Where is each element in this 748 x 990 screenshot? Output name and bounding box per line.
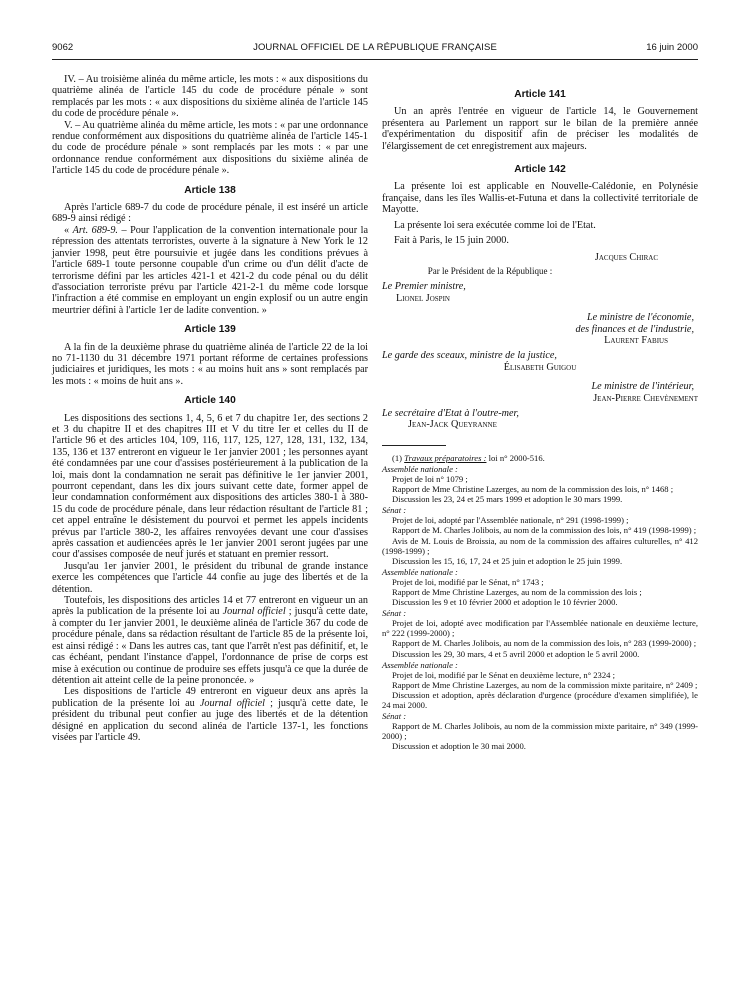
footnote-entry: Discussion les 29, 30 mars, 4 et 5 avril 2000 et adoption le 5 avril 2000. — [392, 648, 640, 659]
footnote-entry: Projet de loi n° 1079 ; — [392, 473, 468, 484]
overseas-secretary-name: Jean-Jack Queyranne — [408, 419, 497, 431]
page-header — [52, 42, 698, 56]
execution-clause: La présente loi sera exécutée comme loi de l'Etat. — [394, 219, 596, 231]
quote-open: « — [64, 224, 73, 236]
footnote-entry: Rapport de M. Charles Jolibois, au nom de la commission des lois, n° 419 (1998-1999) ; — [392, 525, 697, 536]
left-column — [52, 74, 368, 743]
journal-officiel-ref: Journal officiel — [199, 697, 265, 709]
prime-minister-name: Lionel Jospin — [396, 292, 450, 304]
issue-date: 16 juin 2000 — [646, 42, 698, 53]
chamber-heading: Assemblée nationale : — [382, 566, 458, 577]
article-140-paragraph-1: Les dispositions des sections 1, 4, 5, 6 et 7 du chapitre 1er, des sections 2 et 3 du chapitre II et des chapitres III et V du titre Ier et celles du II de l'article 96 et des articles 104, 109, 116, 117, 125, 127, 128, 131, 132, 134, 135, 136 et 137 entreront en vigueur le 1er janvier 2001 ; les personnes ayant été condamnées par une cour d'assises postérieurement à la publication de la loi, mais dont la condamnation ne serait pas définitive le 1er janvier 2001, pourront cependant, dans les dix jours suivant cette date, former appel de leur condamnation conformément aux dispositions des articles 380-1 à 380-15 du code de procédure pénale, dans leur rédaction résultant de l'article 81 ; cet appel entraîne le désistement du pourvoi et permet les appels incidents prévus par l'article 380-2, les affaires renvoyées devant une cour d'assises après cassation et audiencées après le 1er janvier 2001 seront jugées par une cour d'assises composée de neuf jurés et statuant en premier ressort. — [52, 412, 368, 561]
footnote-entry: Projet de loi, modifié par le Sénat, n° 1743 ; — [392, 576, 544, 587]
article-140-paragraph-2: Jusqu'au 1er janvier 2001, le président du tribunal de grande instance exerce les compétences que l'article 44 confie au juge des libertés et de la détention. — [52, 560, 368, 595]
article-141-heading: Article 141 — [514, 89, 566, 100]
paragraph-v: V. – Au quatrième alinéa du même article, les mots : « par une ordonnance rendue conformément aux dispositions du quatrième alinéa de l'article 145-1 du code de procédure pénale » sont remplacés par les mots : « par une ordonnance rendue conformément aux dispositions du sixième alinéa de l'article 145 du code de procédure pénale ». — [52, 119, 368, 177]
role-line: des finances et de l'industrie, — [575, 323, 694, 335]
footnote-entry: Discussion les 15, 16, 17, 24 et 25 juin et adoption le 25 juin 1999. — [392, 555, 623, 566]
chamber-heading: Assemblée nationale : — [382, 463, 458, 474]
article-138-heading: Article 138 — [184, 184, 236, 196]
signature-president: Jacques Chirac — [594, 252, 658, 264]
footnote-entry: Avis de M. Louis de Broissia, au nom de la commission des affaires culturelles, n° 412 (1998-1999) ; — [382, 535, 698, 556]
interior-minister-name: Jean-Pierre Chevènement — [593, 392, 698, 404]
article-139-heading: Article 139 — [184, 324, 236, 336]
prime-minister-role: Le Premier ministre, — [382, 281, 466, 293]
by-the-president: Par le Président de la République : — [427, 265, 553, 276]
article-142-heading: Article 142 — [514, 164, 566, 176]
interior-minister-role: Le ministre de l'intérieur, — [591, 381, 694, 393]
journal-title: JOURNAL OFFICIEL DE LA RÉPUBLIQUE FRANÇAISE — [253, 42, 497, 53]
footnote-entry: Rapport de Mme Christine Lazerges, au nom de la commission mixte paritaire, n° 2409 ; — [392, 679, 698, 690]
footnote-entry: Rapport de M. Charles Jolibois, au nom de la commission mixte paritaire, n° 349 (1999-2000) ; — [382, 721, 698, 742]
chamber-heading: Sénat : — [382, 505, 407, 516]
right-column — [382, 74, 698, 751]
footnote-entry: Discussion les 23, 24 et 25 mars 1999 et adoption le 30 mars 1999. — [392, 494, 623, 505]
footnote-entry: Projet de loi, adopté avec modification par l'Assemblée nationale en deuxième lecture, n° 222 (1999-2000) ; — [382, 618, 698, 639]
text-segment: ; jusqu'à cette date, le président du tribunal peut confier au juge des libertés et de la détention désigné en application du second alinéa de l'article 137-1, les fonctions visées par l'article 49. — [52, 697, 368, 743]
footnote-entry: Discussion et adoption le 30 mai 2000. — [392, 741, 526, 752]
journal-officiel-ref: Journal officiel — [222, 606, 286, 618]
footnote-entry: Rapport de Mme Christine Lazerges, au nom de la commission des lois, n° 1468 ; — [392, 484, 674, 495]
footnote-intro — [382, 453, 698, 463]
chamber-heading: Assemblée nationale : — [382, 659, 458, 670]
page-number: 9062 — [52, 42, 74, 53]
header-rule — [52, 59, 698, 60]
paragraph-iv: IV. – Au troisième alinéa du même article, les mots : « aux dispositions du quatrième alinéa de l'article 145 du code de procédure pénale » sont remplacés par les mots : « aux dispositions du sixième alinéa de l'article 145 du code de procédure pénale ». — [52, 74, 368, 120]
footnote-marker: (1) — [392, 452, 405, 463]
article-140-heading: Article 140 — [184, 395, 236, 407]
text-segment: Toutefois, les dispositions des articles 14 et 77 entreront en vigueur un an après la publication de la présente loi au — [52, 595, 368, 618]
article-689-9-label: Art. 689-9. — [72, 224, 118, 236]
chamber-heading: Sénat : — [382, 711, 407, 722]
text-segment: Les dispositions de l'article 49 entreront en vigueur deux ans après la publication de la présente loi au — [52, 686, 368, 709]
chamber-heading: Sénat : — [382, 608, 407, 619]
footnote-entry: Discussion les 9 et 10 février 2000 et adoption le 10 février 2000. — [392, 597, 618, 608]
footnote-entry: Projet de loi, adopté par l'Assemblée nationale, n° 291 (1998-1999) ; — [392, 515, 629, 526]
footnote-entry: Rapport de Mme Christine Lazerges, au nom de la commission des lois ; — [392, 586, 642, 597]
footnote-entry: Discussion et adoption, après déclaration d'urgence (procédure d'examen simplifiée), le 24 mai 2000. — [382, 689, 698, 710]
footnotes — [382, 453, 698, 752]
justice-minister-name: Élisabeth Guigou — [503, 361, 577, 373]
footnote-rule — [382, 445, 446, 446]
economy-minister-role — [382, 312, 698, 335]
footnote-entry: Projet de loi, modifié par le Sénat en deuxième lecture, n° 2324 ; — [392, 669, 615, 680]
law-number: loi n° 2000-516. — [486, 452, 545, 463]
footnote-entry: Rapport de M. Charles Jolibois, au nom de la commission des lois, n° 283 (1999-2000) ; — [392, 638, 697, 649]
economy-minister-name: Laurent Fabius — [604, 334, 668, 346]
travaux-label: Travaux préparatoires : — [404, 452, 487, 463]
overseas-secretary-role: Le secrétaire d'Etat à l'outre-mer, — [382, 407, 519, 419]
article-140-paragraph-4 — [52, 686, 368, 743]
justice-minister-role: Le garde des sceaux, ministre de la justice, — [382, 350, 557, 362]
place-and-date: Fait à Paris, le 15 juin 2000. — [394, 235, 509, 247]
article-140-paragraph-3 — [52, 595, 368, 686]
role-line: Le ministre de l'économie, — [586, 312, 694, 324]
article-689-9-text: – Pour l'application de la convention internationale pour la répression des attentats terroristes, ouverte à la signature à New York le 12 janvier 1998, peut être poursuivie et jugée dans les conditions prévues à l'article 689-1 toute personne coupable d'un crime ou d'un délit d'acte de terrorisme défini par les articles 421-1 et 421-2 du code pénal ou du délit d'association terroriste prévu par l'article 421-2-1 du même code lorsque l'infraction a été commise en employant un engin explosif ou un autre engin meurtrier défini à l'article 1er de ladite convention. » — [52, 224, 368, 316]
article-138-quote — [52, 225, 368, 316]
article-139-text: A la fin de la deuxième phrase du quatrième alinéa de l'article 22 de la loi no 71-1130 du 31 décembre 1971 portant réforme de certaines professions judiciaires et juridiques, les mots : « au moins huit ans » sont remplacés par les mots : « moins de huit ans ». — [52, 341, 368, 387]
article-138-intro: Après l'article 689-7 du code de procédure pénale, il est inséré un article 689-9 ainsi rédigé : — [52, 202, 368, 225]
text-segment: ; jusqu'à cette date, à compter du 1er janvier 2001, le deuxième alinéa de l'article 367 du code de procédure pénale, dans sa rédaction résultant de l'article 85 de la présente loi, est ainsi rédigé : « Dans les autres cas, tant que l'arrêt n'est pas définitif, et, le cas échéant, pendant l'instance d'appel, l'ordonnance de prise de corps est mise à exécution ou continue de produire ses effets jusqu'à ce que la durée de détention ait atteint celle de la peine prononcée. » — [52, 606, 368, 686]
article-141-text: Un an après l'entrée en vigueur de l'article 14, le Gouvernement présentera au Parlement un rapport sur le bilan de la première année d'expérimentation du dispositif afin de préciser les modalités de l'élargissement de cet enregistrement aux majeurs. — [382, 106, 698, 152]
article-142-text: La présente loi est applicable en Nouvelle-Calédonie, en Polynésie française, dans les îles Wallis-et-Futuna et dans la collectivité territoriale de Mayotte. — [382, 181, 698, 216]
